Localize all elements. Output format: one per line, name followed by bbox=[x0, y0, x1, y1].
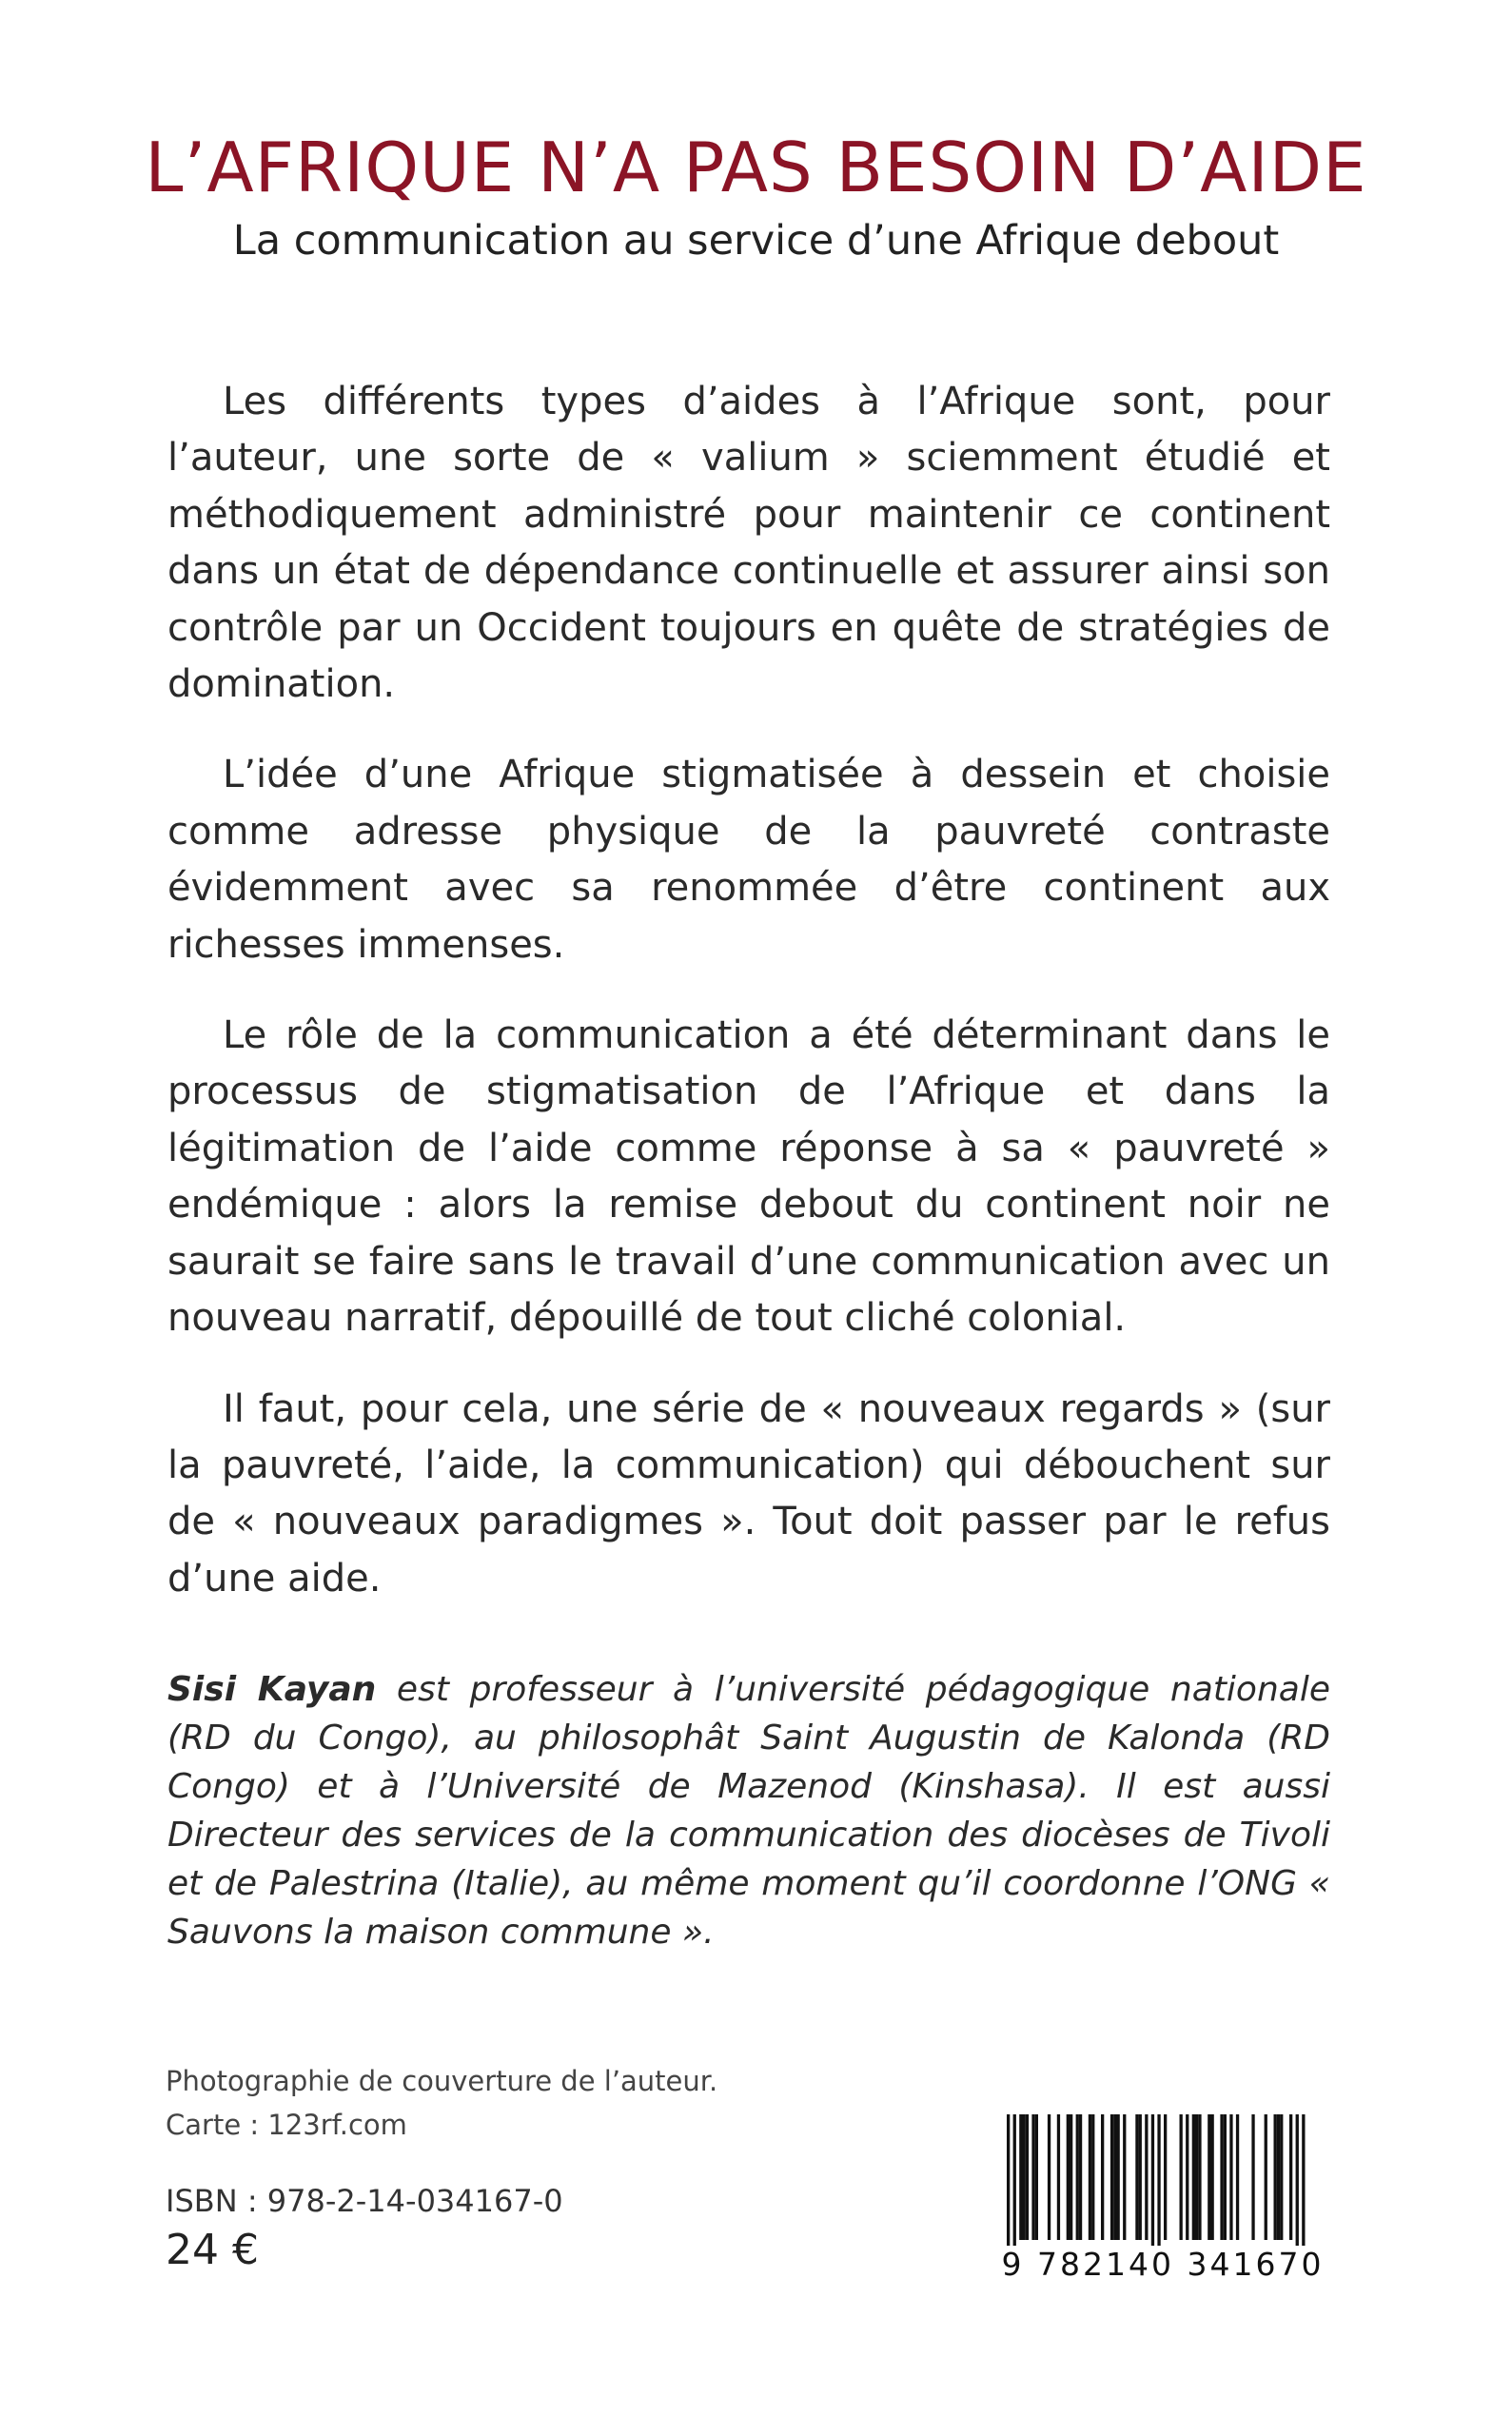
barcode-bar bbox=[1192, 2114, 1195, 2240]
barcode-bar bbox=[1195, 2114, 1198, 2240]
barcode-digits: 9 782140 341670 bbox=[1001, 2246, 1325, 2283]
barcode-bar bbox=[1048, 2114, 1051, 2240]
author-bio bbox=[167, 1665, 1330, 1956]
barcode-bar bbox=[1211, 2114, 1214, 2240]
barcode-bar bbox=[1035, 2114, 1038, 2240]
barcode-bar bbox=[1019, 2114, 1022, 2240]
barcode-graphic bbox=[986, 2114, 1340, 2246]
barcode-bar bbox=[1164, 2114, 1167, 2240]
barcode-bar bbox=[1145, 2114, 1148, 2240]
barcode-bar bbox=[1229, 2114, 1232, 2240]
barcode-bar bbox=[1180, 2114, 1183, 2240]
barcode-bar bbox=[1067, 2114, 1070, 2240]
barcode-bar bbox=[1289, 2114, 1292, 2240]
barcode-bar bbox=[1198, 2114, 1201, 2240]
barcode-bar bbox=[1224, 2114, 1227, 2240]
price: 24 € bbox=[166, 2226, 259, 2274]
barcode-bar bbox=[1208, 2114, 1210, 2240]
book-subtitle: La communication au service d’une Afrique debout bbox=[232, 217, 1280, 265]
barcode-bar bbox=[1070, 2114, 1072, 2240]
barcode-bar bbox=[1274, 2114, 1277, 2240]
map-credit: Carte : 123rf.com bbox=[166, 2109, 407, 2141]
barcode-bar bbox=[1135, 2114, 1138, 2240]
barcode-bar bbox=[1186, 2114, 1188, 2240]
barcode-bar bbox=[1220, 2114, 1223, 2240]
barcode-bar bbox=[1031, 2114, 1034, 2240]
barcode-bar bbox=[1280, 2114, 1283, 2240]
barcode-bar bbox=[1007, 2114, 1010, 2246]
barcode-bar bbox=[1157, 2114, 1160, 2246]
author-name: Sisi Kayan bbox=[167, 1670, 377, 1709]
barcode-bar bbox=[1091, 2114, 1094, 2240]
back-cover-blurb bbox=[167, 374, 1330, 1641]
barcode-bar bbox=[1277, 2114, 1280, 2240]
blurb-paragraph: Les différents types d’aides à l’Afrique sont, pour l’auteur, une sorte de « valium » sciemment étudié et méthodiquement administré pour maintenir ce continent dans un état de dépendance continuelle et assurer ainsi son contrôle par un Occident toujours en quête de stratégies de domination. bbox=[167, 380, 1330, 707]
credits bbox=[166, 2059, 717, 2147]
blurb-paragraph: Le rôle de la communication a été déterminant dans le processus de stigmatisation de l’Afrique et dans la légitimation de l’aide comme réponse à sa « pauvreté » endémique : alors la remise debout du continent noir ne saurait se faire sans le travail d’une communication avec un nouveau narratif, dépouillé de tout cliché colonial. bbox=[167, 1013, 1330, 1341]
barcode-bar bbox=[1302, 2114, 1305, 2246]
barcode-bar bbox=[1079, 2114, 1082, 2240]
photo-credit: Photographie de couverture de l’auteur. bbox=[166, 2065, 718, 2097]
barcode-bar bbox=[1265, 2114, 1267, 2240]
barcode-bar bbox=[1236, 2114, 1239, 2240]
book-title: L’AFRIQUE N’A PAS BESOIN D’AIDE bbox=[145, 128, 1367, 207]
barcode-bar bbox=[1089, 2114, 1091, 2240]
barcode-bar bbox=[1026, 2114, 1029, 2240]
barcode-bar bbox=[1151, 2114, 1154, 2246]
blurb-paragraph: L’idée d’une Afrique stigmatisée à dessein et choisie comme adresse physique de la pauvreté contraste évidemment avec sa renommée d’être continent aux richesses immenses. bbox=[167, 753, 1330, 967]
barcode-bar bbox=[1113, 2114, 1116, 2240]
barcode-bar bbox=[1123, 2114, 1126, 2240]
barcode-bar bbox=[1296, 2114, 1299, 2246]
barcode-bar bbox=[1023, 2114, 1026, 2240]
barcode-bar bbox=[1101, 2114, 1104, 2240]
barcode-bar bbox=[1110, 2114, 1113, 2240]
author-bio-text: est professeur à l’université pédagogique nationale (RD du Congo), au philosophât Saint Augustin de Kalonda (RD Congo) et à l’Université de Mazenod (Kinshasa). Il est aussi Directeur des services de la communication des diocèses de Tivoli et de Palestrina (Italie), au même moment qu’il coordonne l’ONG « Sauvons la maison commune ». bbox=[167, 1670, 1330, 1952]
blurb-paragraph: Il faut, pour cela, une série de « nouveaux regards » (sur la pauvreté, l’aide, la communication) qui débouchent sur de « nouveaux paradigmes ». Tout doit passer par le refus d’une aide. bbox=[167, 1386, 1330, 1601]
barcode-bar bbox=[1076, 2114, 1079, 2240]
barcode-bar bbox=[1013, 2114, 1016, 2246]
barcode-bar bbox=[1139, 2114, 1142, 2240]
barcode-bar bbox=[1251, 2114, 1254, 2240]
isbn: ISBN : 978-2-14-034167-0 bbox=[166, 2183, 563, 2219]
barcode-bar bbox=[1117, 2114, 1120, 2240]
barcode-bar bbox=[1057, 2114, 1060, 2240]
